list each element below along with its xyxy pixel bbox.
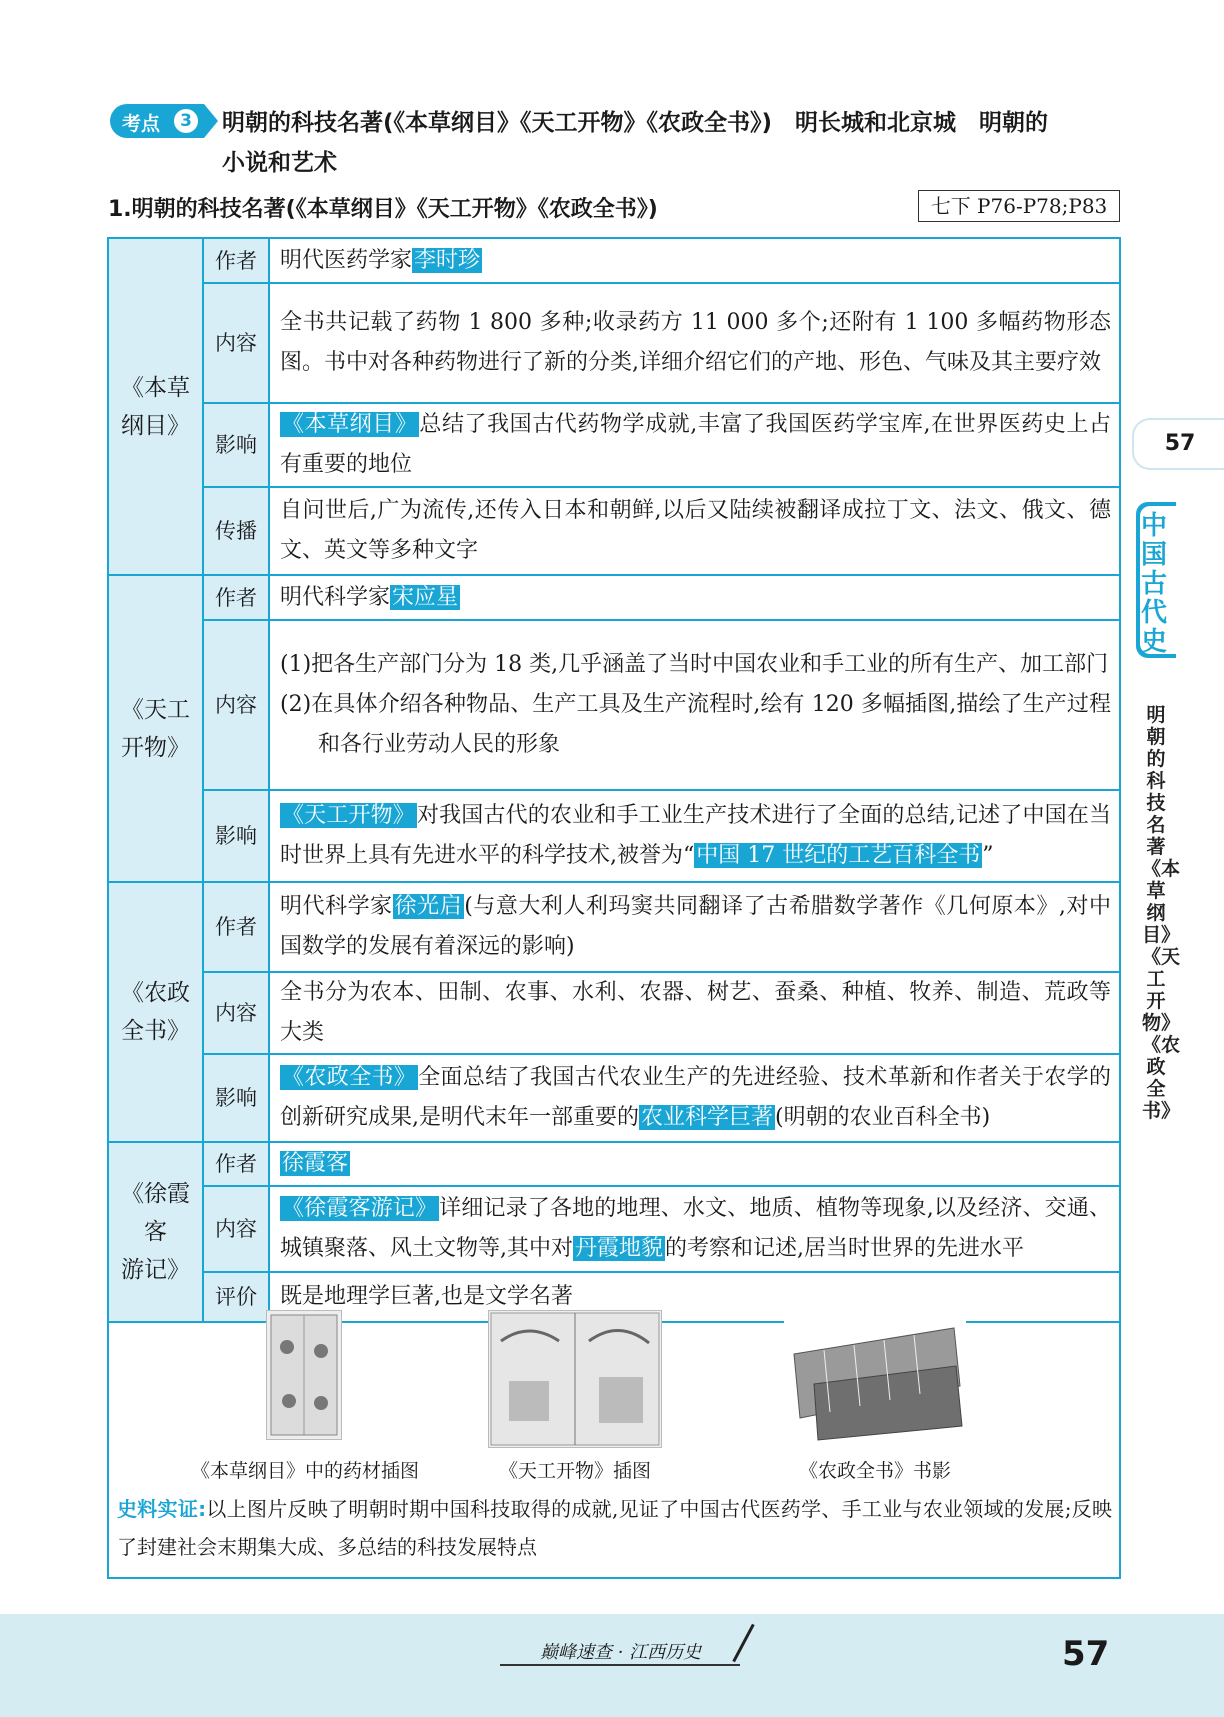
tiangong-author: 明代科学家宋应星 bbox=[269, 575, 1120, 620]
tiangong-content-2: (2)在具体介绍各种物品、生产工具及生产流程时,绘有 120 多幅插图,描绘了生产过程和各行业劳动人民的形象 bbox=[280, 692, 1111, 757]
label-impact: 影响 bbox=[203, 403, 269, 487]
label-impact: 影响 bbox=[203, 790, 269, 882]
side-tab-label: 中国古代史 bbox=[1140, 511, 1167, 657]
highlight: 中国 17 世纪的工艺百科全书 bbox=[696, 843, 981, 868]
label-author: 作者 bbox=[203, 882, 269, 972]
label-content: 内容 bbox=[203, 283, 269, 403]
label-author: 作者 bbox=[203, 575, 269, 620]
highlight: 《天工开物》 bbox=[282, 803, 415, 828]
footer-rule bbox=[500, 1664, 740, 1666]
book-bencao: 《本草 纲目》 bbox=[108, 238, 203, 575]
book-xuxiake: 《徐霞客 游记》 bbox=[108, 1142, 203, 1322]
bencao-illustration bbox=[266, 1310, 342, 1440]
bencao-author: 明代医药学家李时珍 bbox=[269, 238, 1120, 283]
section-title: 1.明朝的科技名著(《本草纲目》《天工开物》《农政全书》) bbox=[108, 197, 658, 222]
label-author: 作者 bbox=[203, 1142, 269, 1186]
nongzheng-book-photo bbox=[784, 1314, 966, 1442]
label-content: 内容 bbox=[203, 972, 269, 1054]
label-content: 内容 bbox=[203, 1186, 269, 1272]
highlight: 李时珍 bbox=[414, 247, 481, 273]
bencao-spread: 自问世后,广为流传,还传入日本和朝鲜,以后又陆续被翻译成拉丁文、法文、俄文、德文、英文等多种文字 bbox=[269, 487, 1120, 575]
source-evidence: 史料实证:以上图片反映了明朝时期中国科技取得的成就,见证了中国古代医药学、手工业与农业领域的发展;反映了封建社会末期集大成、多总结的科技发展特点 bbox=[117, 1497, 1112, 1559]
kaodian-title bbox=[222, 103, 1122, 183]
label-spread: 传播 bbox=[203, 487, 269, 575]
source-label: 史料实证: bbox=[117, 1497, 207, 1521]
textbook-reference: 七下 P76-P78;P83 bbox=[918, 190, 1120, 222]
xuxiake-eval: 既是地理学巨著,也是文学名著 bbox=[269, 1272, 1120, 1322]
highlight: 《农政全书》 bbox=[282, 1065, 417, 1090]
highlight: 丹霞地貌 bbox=[575, 1236, 664, 1261]
caption-nongzheng: 《农政全书》书影 bbox=[798, 1460, 951, 1482]
tiangong-illustration bbox=[488, 1310, 662, 1448]
nongzheng-content: 全书分为农本、田制、农事、水利、农器、树艺、蚕桑、种植、牧养、制造、荒政等大类 bbox=[269, 972, 1120, 1054]
xuxiake-content: 《徐霞客游记》详细记录了各地的地理、水文、地质、植物等现象,以及经济、交通、城镇聚落、风土文物等,其中对丹霞地貌的考察和记述,居当时世界的先进水平 bbox=[269, 1186, 1120, 1272]
book-nongzheng: 《农政 全书》 bbox=[108, 882, 203, 1142]
kaodian-title-line1: 明朝的科技名著(《本草纲目》《天工开物》《农政全书》) 明长城和北京城 明朝的 bbox=[222, 110, 1049, 136]
workshop-drawing-icon bbox=[489, 1311, 661, 1447]
highlight: 宋应星 bbox=[392, 584, 459, 610]
highlight: 《本草纲目》 bbox=[282, 412, 418, 437]
nongzheng-author: 明代科学家徐光启(与意大利人利玛窦共同翻译了古希腊数学著作《几何原本》,对中国数学的发展有着深远的影响) bbox=[269, 882, 1120, 972]
label-content: 内容 bbox=[203, 620, 269, 790]
page-footer bbox=[0, 1614, 1224, 1717]
badge-number: 3 bbox=[174, 109, 198, 133]
footer-brand: 巅峰速查 · 江西历史 bbox=[540, 1642, 702, 1663]
footer-page-number: 57 bbox=[1062, 1634, 1110, 1674]
badge-label: 考点 bbox=[122, 113, 161, 135]
pen-icon bbox=[732, 1624, 754, 1662]
side-subtopic: 明朝的科技名著《本草纲目》《天工开物》《农政全书》 bbox=[1142, 704, 1181, 1122]
kaodian-title-line2: 小说和艺术 bbox=[222, 150, 337, 176]
highlight: 《徐霞客游记》 bbox=[282, 1196, 438, 1221]
label-eval: 评价 bbox=[203, 1272, 269, 1322]
highlight: 徐霞客 bbox=[282, 1151, 349, 1176]
herb-drawing-icon bbox=[267, 1311, 341, 1439]
side-page-number: 57 bbox=[1132, 418, 1224, 470]
label-impact: 影响 bbox=[203, 1054, 269, 1142]
caption-bencao: 《本草纲目》中的药材插图 bbox=[190, 1460, 419, 1482]
nongzheng-impact: 《农政全书》全面总结了我国古代农业生产的先进经验、技术革新和作者关于农学的创新研究成果,是明代末年一部重要的农业科学巨著(明朝的农业百科全书) bbox=[269, 1054, 1120, 1142]
side-section-tab bbox=[1136, 502, 1176, 658]
caption-tiangong: 《天工开物》插图 bbox=[498, 1460, 651, 1482]
tiangong-impact: 《天工开物》对我国古代的农业和手工业生产技术进行了全面的总结,记述了中国在当时世界上具有先进水平的科学技术,被誉为“中国 17 世纪的工艺百科全书” bbox=[269, 790, 1120, 882]
tiangong-content-1: (1)把各生产部门分为 18 类,几乎涵盖了当时中国农业和手工业的所有生产、加工部门 bbox=[280, 652, 1109, 677]
kaodian-badge bbox=[110, 104, 204, 138]
book-tiangong: 《天工 开物》 bbox=[108, 575, 203, 882]
bencao-content: 全书共记载了药物 1 800 多种;收录药方 11 000 多个;还附有 1 100 多幅药物形态图。书中对各种药物进行了新的分类,详细介绍它们的产地、形色、气味及其主要疗效 bbox=[269, 283, 1120, 403]
book-stack-icon bbox=[784, 1314, 966, 1442]
bencao-impact: 《本草纲目》总结了我国古代药物学成就,丰富了我国医药学宝库,在世界医药史上占有重要的地位 bbox=[269, 403, 1120, 487]
label-author: 作者 bbox=[203, 238, 269, 283]
highlight: 徐光启 bbox=[394, 894, 463, 919]
highlight: 农业科学巨著 bbox=[641, 1105, 774, 1130]
badge-arrow-icon bbox=[204, 104, 218, 138]
